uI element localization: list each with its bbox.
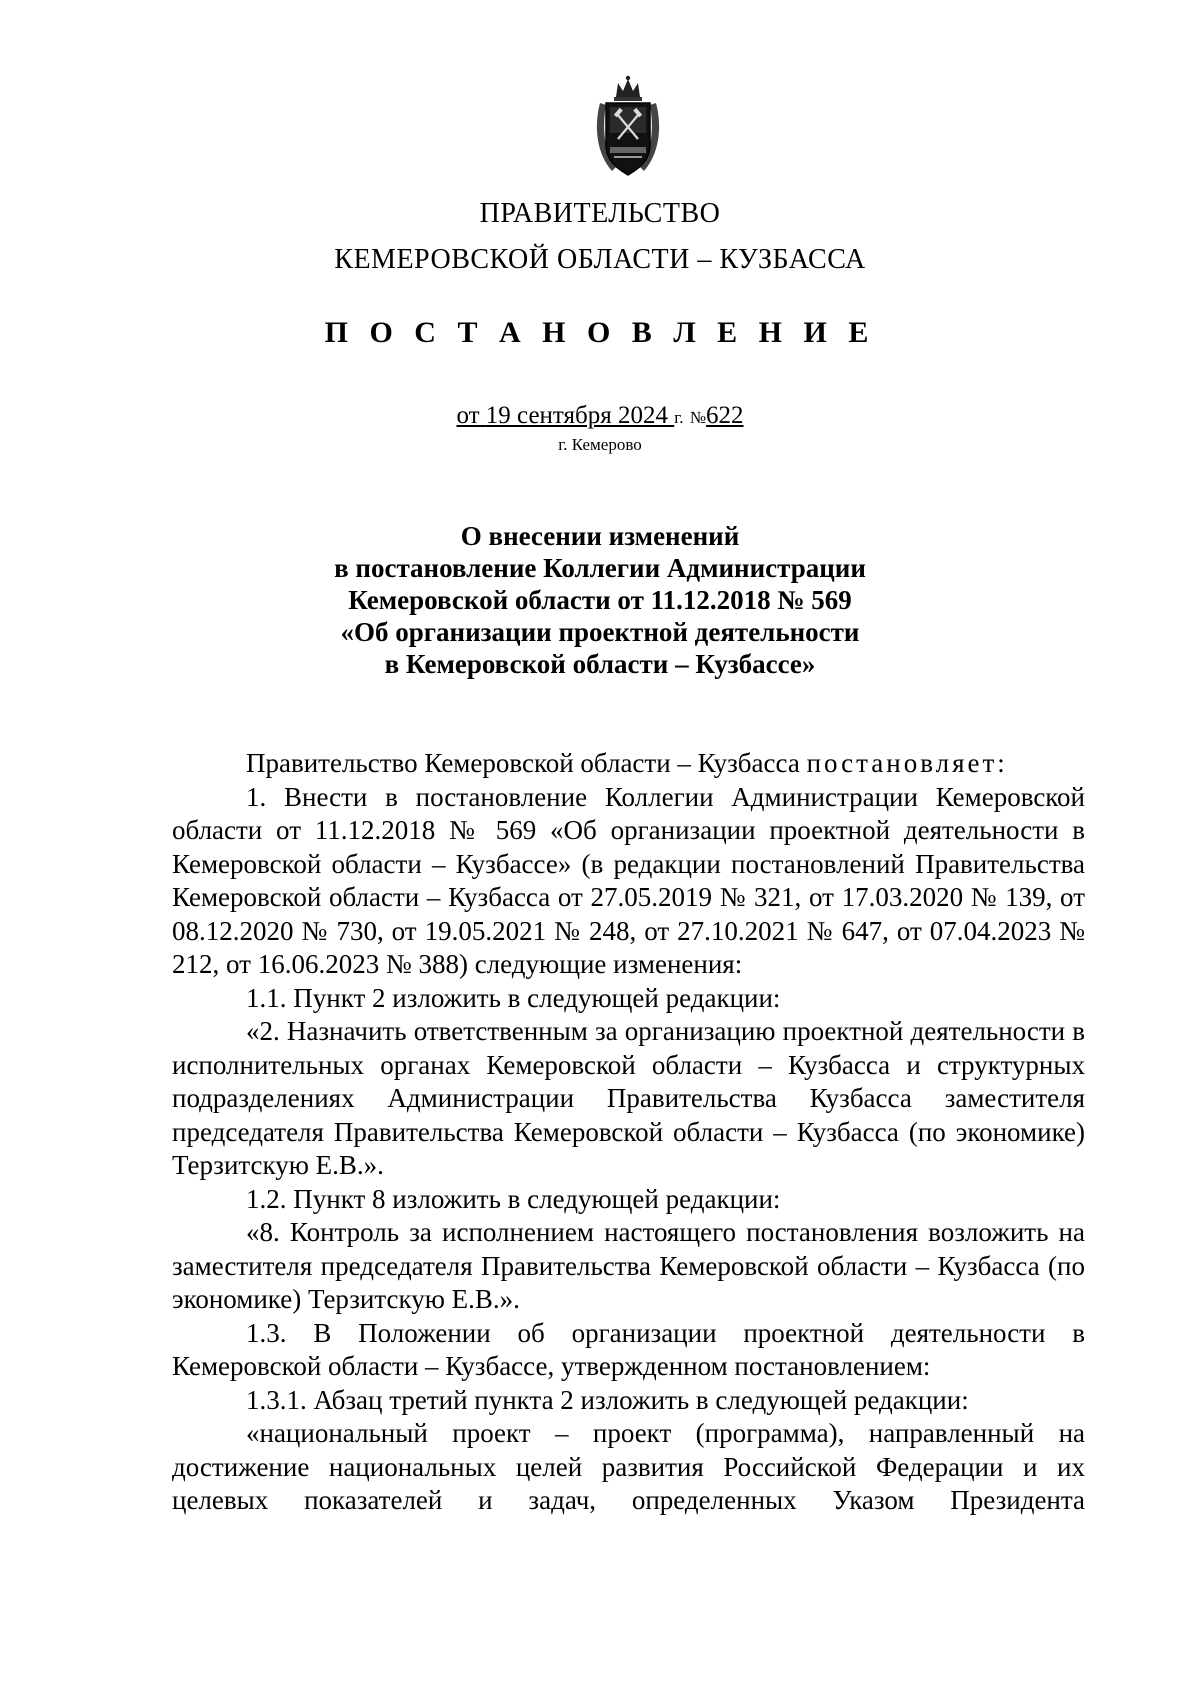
decree-place: г. Кемерово xyxy=(558,435,642,454)
preamble-action: постановляет: xyxy=(806,748,1008,778)
date-prefix: от xyxy=(456,402,480,429)
year-suffix: г. xyxy=(674,408,684,427)
clause-1-3-1: 1.3.1. Абзац третий пункта 2 изложить в следующей редакции: xyxy=(246,1384,969,1415)
decree-body xyxy=(172,747,1085,1518)
government-name-line1: ПРАВИТЕЛЬСТВО xyxy=(479,198,721,229)
decree-date: 19 сентября 2024 xyxy=(485,402,668,429)
clause-1-3: 1.3. В Положении об организации проектной деятельности в Кемеровской области – Кузбассе, утвержденном постановлением: xyxy=(172,1317,1085,1381)
clause-1-1-text: «2. Назначить ответственным за организацию проектной деятельности в исполнительных органах Кемеровской области – Кузбасса и структурных подразделениях Администрации Правительства Кузбасса заместителя председателя Правительства Кемеровской области – Кузбасса (по экономике) Терзитскую Е.В.». xyxy=(172,1016,1085,1180)
decree-date-number xyxy=(0,402,1200,430)
clause-1: 1. Внести в постановление Коллегии Администрации Кемеровской области от 11.12.2018 № 569 «Об организации проектной деятельности в Кемеровской области – Кузбассе» (в редакции постановлений Правительства Кемеровской области – Кузбасса от 27.05.2019 № 321, от 17.03.2020 № 139, от 08.12.2020 № 730, от 19.05.2021 № 248, от 27.10.2021 № 647, от 07.04.2023 № 212, от 16.06.2023 № 388) следующие изменения: xyxy=(172,781,1085,979)
government-name-line2: КЕМЕРОВСКОЙ ОБЛАСТИ – КУЗБАССА xyxy=(334,244,866,275)
heading-line: «Об организации проектной деятельности xyxy=(340,617,860,647)
heading-line: в Кемеровской области – Кузбассе» xyxy=(384,649,816,679)
preamble-main: Правительство Кемеровской области – Кузбасса xyxy=(246,748,800,778)
heading-line: Кемеровской области от 11.12.2018 № 569 xyxy=(348,585,852,615)
decree-heading xyxy=(0,520,1200,680)
heading-line: О внесении изменений xyxy=(460,521,740,551)
clause-1-2: 1.2. Пункт 8 изложить в следующей редакции: xyxy=(246,1183,781,1214)
clause-1-1: 1.1. Пункт 2 изложить в следующей редакции: xyxy=(246,982,781,1013)
heading-line: в постановление Коллегии Администрации xyxy=(334,553,866,583)
clause-1-3-1-text: «национальный проект – проект (программа), направленный на достижение национальных целей развития Российской Федерации и их целевых показателей и задач, определенных Указом Президента xyxy=(172,1418,1085,1515)
number-sign: № xyxy=(689,408,707,427)
preamble xyxy=(172,747,1085,781)
kuzbass-coat-of-arms-icon xyxy=(592,75,664,179)
decree-number: 622 xyxy=(706,402,744,429)
clause-1-2-text: «8. Контроль за исполнением настоящего постановления возложить на заместителя председателя Правительства Кемеровской области – Кузбасса (по экономике) Терзитскую Е.В.». xyxy=(172,1217,1085,1314)
decree-type-title: П О С Т А Н О В Л Е Н И Е xyxy=(324,316,876,349)
